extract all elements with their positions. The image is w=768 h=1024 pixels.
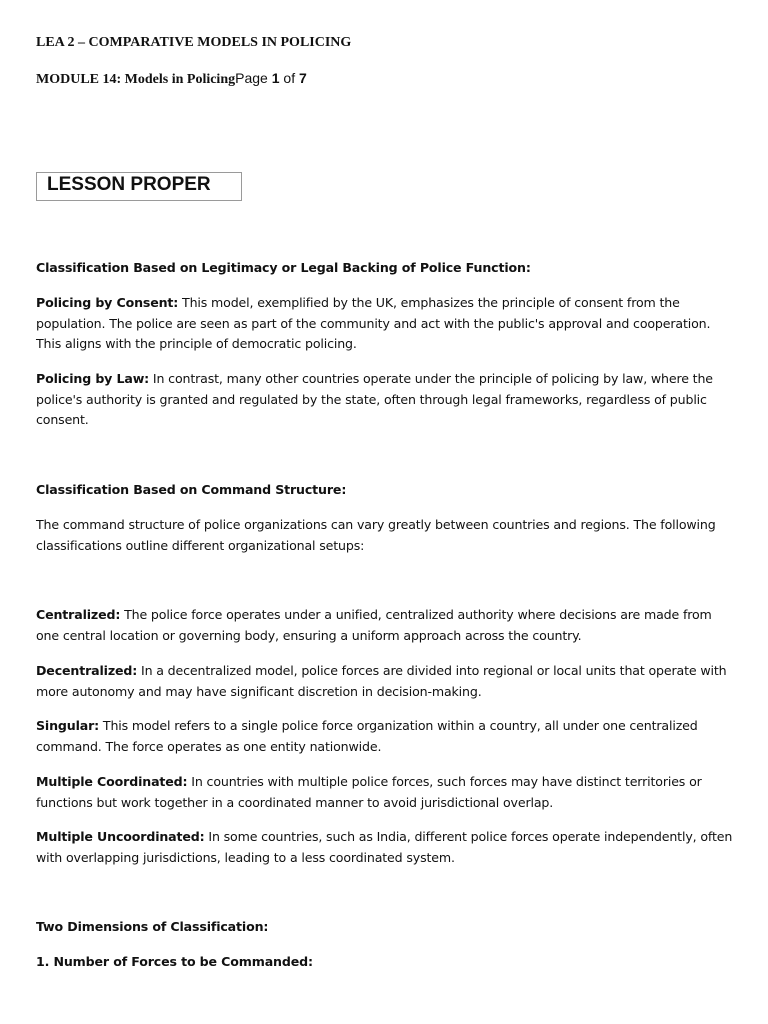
module-title-line xyxy=(36,70,307,88)
law-term: Policing by Law: xyxy=(36,371,150,386)
item-term: Multiple Uncoordinated: xyxy=(36,829,205,844)
law-text: In contrast, many other countries operate under the principle of policing by law, where the police's authority is granted and regulated by the state, often through legal frameworks, regardless of public consent. xyxy=(36,371,713,427)
command-item-singular xyxy=(36,716,736,757)
command-item-centralized xyxy=(36,605,736,646)
item-term: Centralized: xyxy=(36,607,121,622)
page-total: 7 xyxy=(298,70,307,86)
consent-paragraph xyxy=(36,293,736,355)
page-of: of xyxy=(283,70,296,86)
law-paragraph xyxy=(36,369,736,431)
command-heading: Classification Based on Command Structure: xyxy=(36,482,347,497)
item-term: Decentralized: xyxy=(36,663,138,678)
dimensions-heading: Two Dimensions of Classification: xyxy=(36,919,269,934)
command-item-multiple-coordinated xyxy=(36,772,736,813)
command-item-decentralized xyxy=(36,661,736,702)
lesson-proper-title: LESSON PROPER xyxy=(47,174,211,195)
command-item-multiple-uncoordinated xyxy=(36,827,736,868)
page-indicator xyxy=(235,70,307,86)
course-title: LEA 2 – COMPARATIVE MODELS IN POLICING xyxy=(36,35,352,50)
dimensions-subheading: 1. Number of Forces to be Commanded: xyxy=(36,954,313,969)
item-text: The police force operates under a unified, centralized authority where decisions are made from one central location or governing body, ensuring a uniform approach across the country. xyxy=(36,607,712,643)
item-text: This model refers to a single police force organization within a country, all under one centralized command. The force operates as one entity nationwide. xyxy=(36,718,698,754)
lesson-proper-box xyxy=(36,172,242,201)
page-current: 1 xyxy=(271,70,280,86)
item-term: Singular: xyxy=(36,718,100,733)
page-word: Page xyxy=(235,70,268,86)
item-term: Multiple Coordinated: xyxy=(36,774,188,789)
module-title: MODULE 14: Models in Policing xyxy=(36,72,236,87)
item-text: In countries with multiple police forces, such forces may have distinct territories or functions but work together in a coordinated manner to avoid jurisdictional overlap. xyxy=(36,774,702,810)
consent-text: This model, exemplified by the UK, emphasizes the principle of consent from the population. The police are seen as part of the community and act with the public's approval and cooperation. This aligns with the principle of democratic policing. xyxy=(36,295,711,351)
item-text: In some countries, such as India, different police forces operate independently, often with overlapping jurisdictions, leading to a less coordinated system. xyxy=(36,829,733,865)
command-intro: The command structure of police organizations can vary greatly between countries and regions. The following classifications outline different organizational setups: xyxy=(36,517,716,553)
legitimacy-heading: Classification Based on Legitimacy or Legal Backing of Police Function: xyxy=(36,260,531,275)
item-text: In a decentralized model, police forces are divided into regional or local units that operate with more autonomy and may have significant discretion in decision-making. xyxy=(36,663,727,699)
consent-term: Policing by Consent: xyxy=(36,295,179,310)
